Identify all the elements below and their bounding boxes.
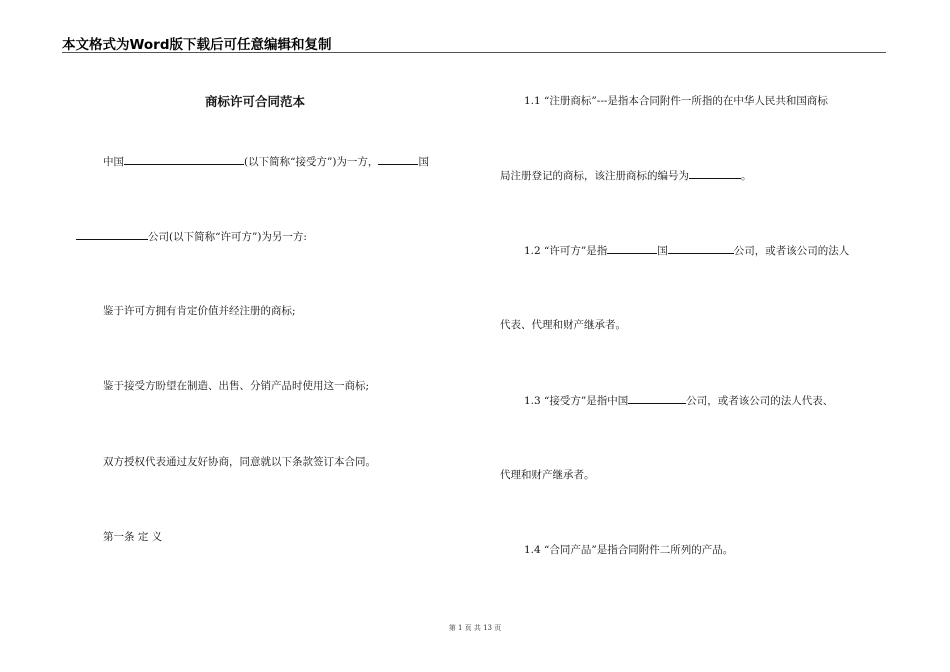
fill-in-blank — [76, 229, 148, 240]
paragraph-whereas-licensee: 鉴于接受方盼望在制造、出售、分销产品时使用这一商标; — [103, 380, 370, 392]
text-segment: 局注册登记的商标，该注册商标的编号为 — [500, 170, 689, 182]
text-segment: 国 — [657, 245, 668, 257]
text-segment: 国 — [418, 156, 429, 168]
fill-in-blank — [607, 243, 657, 254]
paragraph-party-b — [76, 229, 307, 244]
text-segment: (以下简称“接受方”)为一方， — [244, 156, 379, 168]
clause-1-4: 1.4 “合同产品”是指合同附件二所列的产品。 — [524, 544, 734, 556]
paragraph-agreement: 双方授权代表通过友好协商，同意就以下条款签订本合同。 — [103, 456, 376, 468]
text-segment: 1.2 “许可方”是指 — [524, 245, 608, 257]
text-segment: 公司，或者该公司的法人代表、 — [686, 395, 834, 407]
text-segment: 1.3 “接受方”是指中国 — [524, 395, 629, 407]
fill-in-blank — [628, 393, 686, 404]
fill-in-blank — [124, 154, 244, 165]
header-divider — [62, 52, 886, 53]
text-segment: 。 — [741, 170, 752, 182]
clause-1-3-cont: 代理和财产继承者。 — [500, 469, 595, 481]
page-footer: 第 1 页 共 13 页 — [448, 624, 502, 632]
text-segment: 公司，或者该公司的法人 — [733, 245, 850, 257]
paragraph-whereas-licensor: 鉴于许可方拥有肯定价值并经注册的商标; — [103, 305, 296, 317]
fill-in-blank — [689, 168, 741, 179]
article-heading: 第一条 定 义 — [103, 531, 163, 543]
clause-1-2 — [524, 243, 849, 258]
clause-1-3 — [524, 393, 833, 408]
document-title: 商标许可合同范本 — [205, 94, 306, 109]
document-header-banner: 本文格式为Word版下载后可任意编辑和复制 — [62, 37, 332, 53]
paragraph-party-a — [103, 154, 429, 169]
fill-in-blank — [668, 243, 734, 254]
clause-1-1-cont — [500, 168, 752, 183]
text-segment: 公司(以下简称“许可方”)为另一方: — [148, 231, 307, 243]
text-segment: 中国 — [103, 156, 124, 168]
clause-1-1: 1.1 “注册商标”---是指本合同附件一所指的在中华人民共和国商标 — [524, 95, 828, 107]
fill-in-blank — [378, 154, 418, 165]
clause-1-2-cont: 代表、代理和财产继承者。 — [500, 319, 626, 331]
